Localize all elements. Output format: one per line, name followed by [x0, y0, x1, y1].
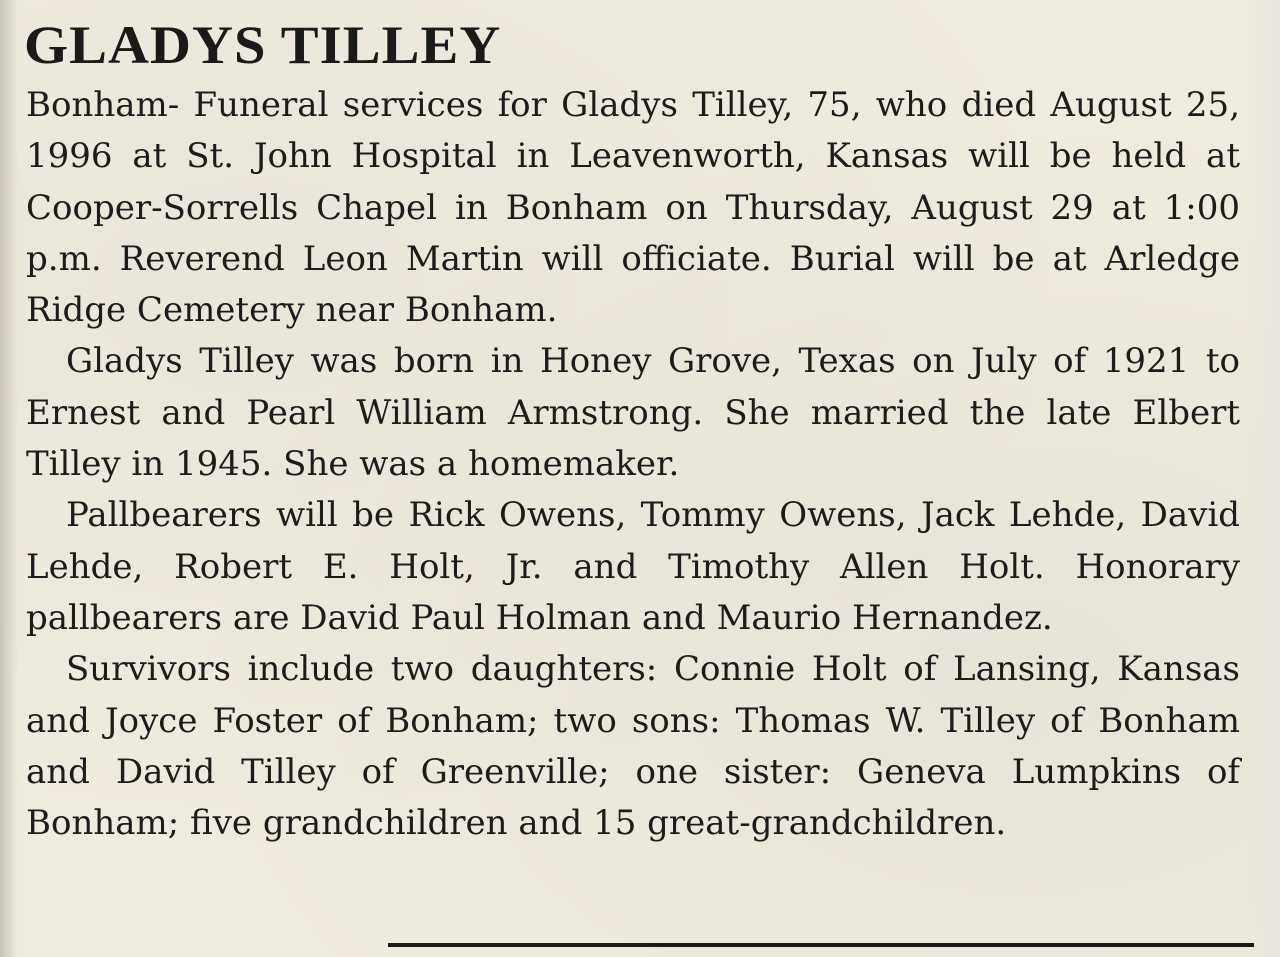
paragraph-pallbearers: Pallbearers will be Rick Owens, Tommy Owens, Jack Lehde, David Lehde, Robert E. Holt, Jr. and Timothy Allen Holt. Honorary pallbearers are David Paul Holman and Maurio Hernandez. [26, 495, 1240, 638]
paragraph-survivors: Survivors include two daughters: Connie Holt of Lansing, Kansas and Joyce Foster of Bonham; two sons: Thomas W. Tilley of Bonham and David Tilley of Greenville; one sister: Geneva Lumpkins of Bonham; five grandchildren and 15 great-grandchildren. [26, 649, 1240, 844]
paragraph-funeral-services: Bonham- Funeral services for Gladys Tilley, 75, who died August 25, 1996 at St. John Hospital in Leavenworth, Kansas will be held at Cooper-Sorrells Chapel in Bonham on Thursday, August 29 at 1:00 p.m. Reverend Leon Martin will officiate. Burial will be at Arledge Ridge Cemetery near Bonham. [26, 85, 1240, 331]
clipping-right-edge [1246, 0, 1280, 957]
obituary-headline: GLADYS TILLEY [24, 15, 502, 75]
obituary-body [26, 80, 1240, 849]
clipping-edge-shadow [0, 0, 18, 957]
paragraph-biography: Gladys Tilley was born in Honey Grove, Texas on July of 1921 to Ernest and Pearl William Armstrong. She married the late Elbert Tilley in 1945. She was a homemaker. [26, 341, 1240, 485]
column-bottom-rule [388, 943, 1254, 947]
